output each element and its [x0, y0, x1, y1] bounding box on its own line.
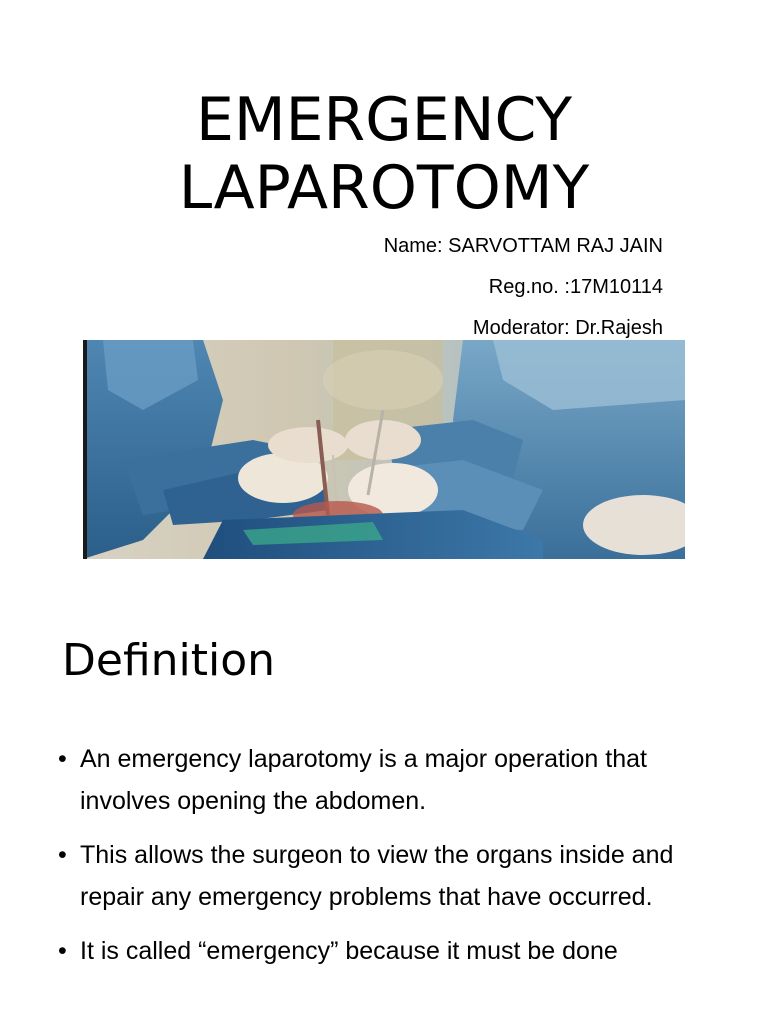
definition-heading: Definition [62, 635, 276, 686]
moderator-name: Moderator: Dr.Rajesh [472, 317, 663, 339]
bullet-item [58, 834, 718, 918]
bullet-icon: • [58, 937, 67, 965]
bullet-item [58, 738, 718, 822]
bullet-text: This allows the surgeon to view the organs inside and repair any emergency problems that have occurred. [80, 841, 674, 911]
bullet-icon: • [58, 745, 67, 773]
bullet-item [58, 930, 718, 972]
definition-bullet-list [58, 738, 718, 984]
title-line-2: LAPAROTOMY [178, 153, 590, 223]
bullet-text: An emergency laparotomy is a major operation that involves opening the abdomen. [80, 745, 647, 815]
title-line-1: EMERGENCY [195, 85, 573, 155]
slide-title [0, 86, 768, 222]
bullet-icon: • [58, 841, 67, 869]
surgery-photo [83, 340, 685, 559]
presenter-name: Name: SARVOTTAM RAJ JAIN [383, 235, 663, 257]
registration-number: Reg.no. :17M10114 [488, 276, 663, 298]
bullet-text: It is called “emergency” because it must be done [80, 937, 618, 965]
